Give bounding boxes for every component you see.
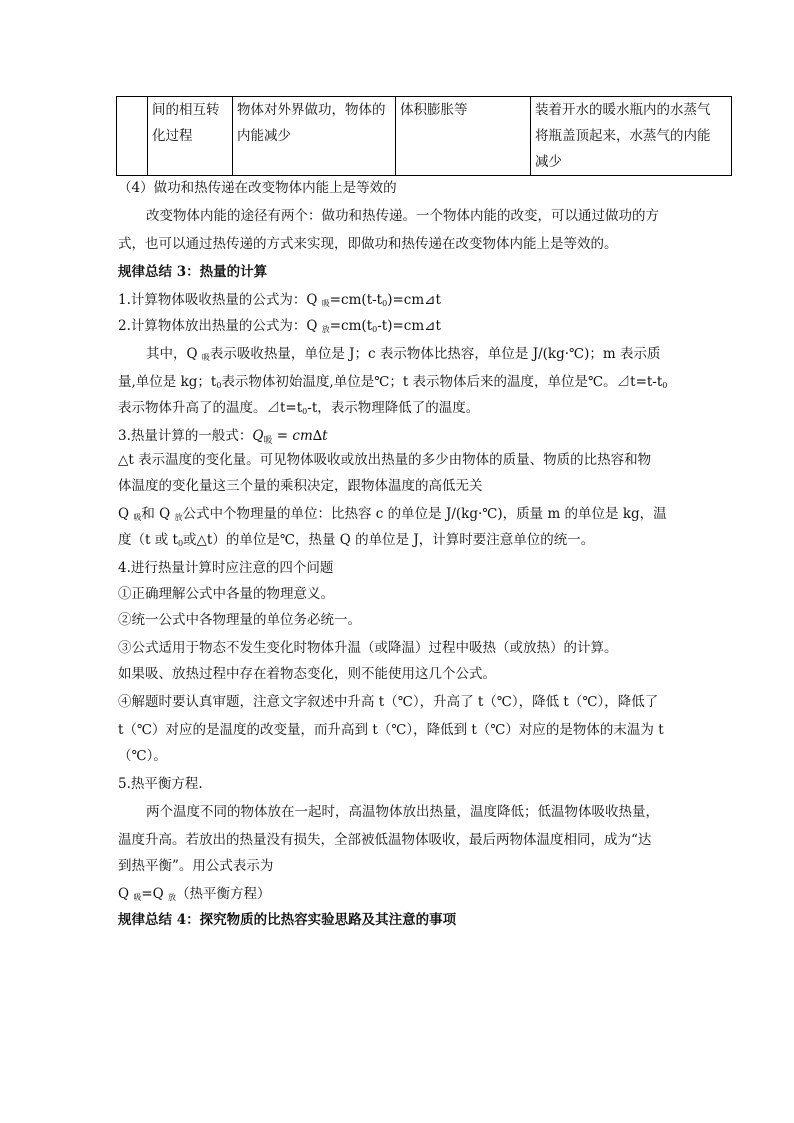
paragraph-line: 体温度的变化量这三个量的乘积决定，跟物体温度的高低无关 bbox=[118, 478, 483, 494]
paragraph-line: 温度升高。若放出的热量没有损失，全部被低温物体吸收，最后两物体温度相同，成为“达 bbox=[118, 832, 652, 848]
text: 表示物体升高了的温度。⊿t=t bbox=[118, 400, 303, 416]
list-item: ③公式适用于物态不发生变化时物体升温（或降温）过程中吸热（或放热）的计算。 bbox=[118, 640, 618, 656]
formula-symbol: Q bbox=[252, 428, 264, 444]
text: 其中，Q bbox=[146, 346, 202, 362]
formula-subscript: 放 bbox=[321, 325, 330, 334]
subscript: 0 bbox=[216, 381, 222, 390]
list-item: t（℃）对应的是温度的改变量，而升高到 t（℃），降低到 t（℃）对应的是物体的末温为 t bbox=[118, 722, 664, 738]
subscript: 吸 bbox=[133, 513, 142, 522]
text: Q bbox=[118, 506, 134, 522]
text: 量,单位是 kg；t bbox=[118, 374, 217, 390]
section-4-title: （4）做功和热传递在改变物体内能上是等效的 bbox=[118, 180, 397, 196]
formula-subscript: 吸 bbox=[321, 299, 330, 308]
section-5-heading: 5.热平衡方程. bbox=[118, 776, 203, 792]
text: =Q bbox=[141, 886, 169, 902]
cell-line: 化过程 bbox=[152, 128, 193, 144]
units-line bbox=[118, 504, 667, 528]
paragraph-line: 到热平衡”。用公式表示为 bbox=[118, 858, 274, 874]
text: 度（t 或 t bbox=[118, 532, 178, 548]
continued-table bbox=[116, 96, 732, 176]
list-item: ④解题时要认真审题，注意文字叙述中升高 t（℃），升高了 t（℃），降低 t（℃），降低了 bbox=[118, 694, 659, 710]
subscript: 吸 bbox=[263, 436, 273, 446]
cell-line: 将瓶盖顶起来，水蒸气的内能 bbox=[535, 128, 711, 144]
formula-release bbox=[118, 316, 441, 340]
formula-text: =cm(t-t bbox=[329, 292, 383, 308]
formula-symbol: = cm∆t bbox=[272, 428, 328, 444]
formula-text: 1.计算物体吸收热量的公式为：Q bbox=[118, 292, 322, 308]
text: 表示吸收热量，单位是 J；c 表示物体比热容，单位是 J/(kg·℃)；m 表示质 bbox=[209, 346, 661, 362]
formula-text: -t)=cm⊿t bbox=[377, 318, 441, 334]
text: Q bbox=[118, 886, 134, 902]
formula-text: =cm(t bbox=[329, 318, 373, 334]
explain-line bbox=[118, 398, 479, 422]
section-4-heading: 4.进行热量计算时应注意的四个问题 bbox=[118, 560, 334, 576]
table-row bbox=[117, 97, 732, 176]
paragraph-line: 式，也可以通过热传递的方式来实现，即做功和热传递在改变物体内能上是等效的。 bbox=[118, 236, 618, 252]
text: 和 Q bbox=[141, 506, 175, 522]
text: 或△t）的单位是℃，热量 Q 的单位是 J，计算时要注意单位的统一。 bbox=[183, 532, 595, 548]
text: -t，表示物理降低了的温度。 bbox=[307, 400, 480, 416]
subscript: 放 bbox=[168, 893, 177, 902]
table-cell-phenomenon bbox=[396, 97, 531, 176]
heading-rule-4: 规律总结 4：探究物质的比热容实验思路及其注意的事项 bbox=[118, 912, 457, 928]
cell-line: 内能减少 bbox=[237, 128, 291, 144]
cell-line: 减少 bbox=[535, 154, 562, 170]
table-cell-empty bbox=[117, 97, 148, 176]
paragraph-line: 两个温度不同的物体放在一起时，高温物体放出热量，温度降低；低温物体吸收热量， bbox=[146, 804, 659, 820]
list-item: ②统一公式中各物理量的单位务必统一。 bbox=[118, 612, 361, 628]
subscript: 放 bbox=[174, 513, 183, 522]
paragraph-line: 改变物体内能的途径有两个：做功和热传递。一个物体内能的改变，可以通过做功的方 bbox=[146, 208, 659, 224]
general-formula bbox=[118, 426, 328, 451]
units-line bbox=[118, 530, 594, 554]
formula-text: 2.计算物体放出热量的公式为：Q bbox=[118, 318, 322, 334]
text: 3.热量计算的一般式： bbox=[118, 428, 253, 444]
cell-line: 物体对外界做功，物体的 bbox=[237, 102, 386, 118]
subscript: 0 bbox=[302, 407, 308, 416]
list-item: （℃）。 bbox=[118, 748, 167, 764]
explain-line bbox=[146, 344, 661, 368]
paragraph-line: △t 表示温度的变化量。可见物体吸收或放出热量的多少由物体的质量、物质的比热容和物 bbox=[118, 452, 652, 468]
subscript: 吸 bbox=[133, 893, 142, 902]
formula-text: )=cm⊿t bbox=[387, 292, 441, 308]
formula-absorb bbox=[118, 290, 441, 314]
formula-subscript: 0 bbox=[372, 325, 378, 334]
heading-rule-3: 规律总结 3：热量的计算 bbox=[118, 264, 268, 280]
list-item: 如果吸、放热过程中存在着物态变化，则不能使用这几个公式。 bbox=[118, 666, 496, 682]
subscript: 吸 bbox=[201, 353, 210, 362]
cell-line: 体积膨胀等 bbox=[400, 102, 468, 118]
table-cell-process bbox=[148, 97, 233, 176]
cell-line: 装着开水的暖水瓶内的水蒸气 bbox=[535, 102, 711, 118]
text: 表示物体初始温度,单位是℃；t 表示物体后来的温度，单位是℃。⊿t=t-t bbox=[221, 374, 663, 390]
text: （热平衡方程） bbox=[176, 886, 271, 902]
subscript: 0 bbox=[177, 539, 184, 548]
subscript: 0 bbox=[662, 381, 668, 390]
text: 公式中个物理量的单位：比热容 c 的单位是 J/(kg·℃)，质量 m 的单位是 kg，温 bbox=[182, 506, 667, 522]
heat-balance-equation bbox=[118, 884, 271, 908]
cell-line: 间的相互转 bbox=[152, 102, 220, 118]
table-cell-description bbox=[233, 97, 396, 176]
table-cell-example bbox=[531, 97, 732, 176]
list-item: ①正确理解公式中各量的物理意义。 bbox=[118, 586, 334, 602]
formula-subscript: 0 bbox=[382, 299, 388, 308]
explain-line bbox=[118, 372, 667, 396]
